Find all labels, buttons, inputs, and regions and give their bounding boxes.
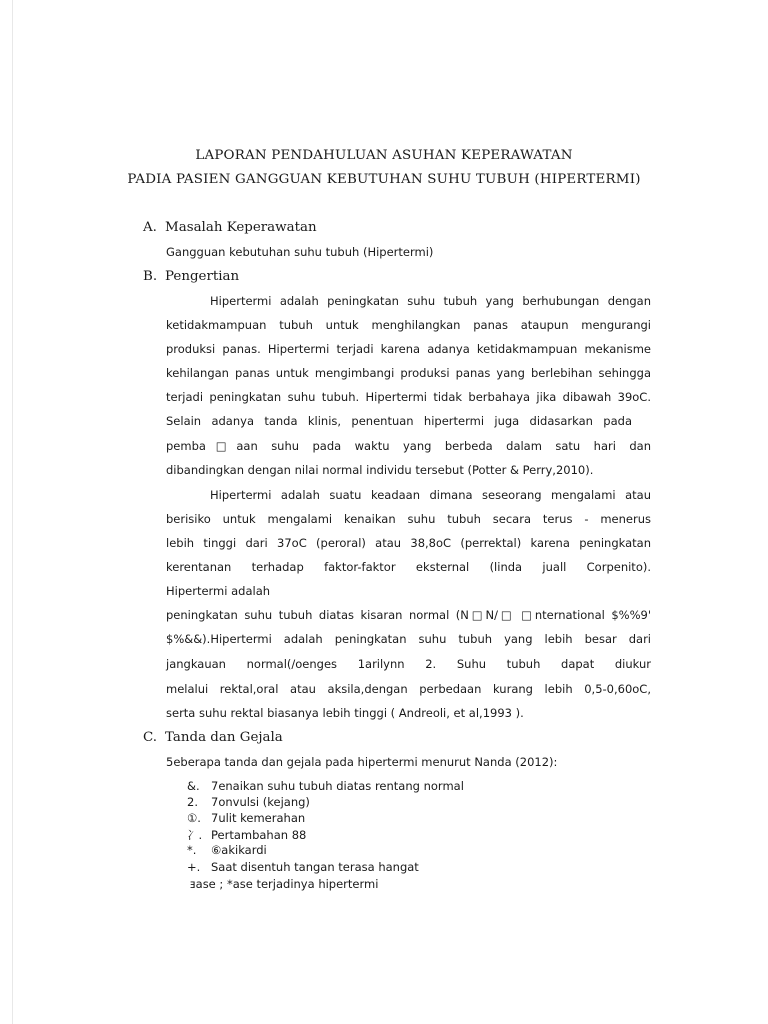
list-marker: 2.	[187, 795, 198, 809]
list-marker: &.	[187, 779, 200, 793]
section-c-heading	[143, 730, 283, 745]
paragraph-2-line: melalui rektal,oral atau aksila,dengan perbedaan kurang lebih 0,5-0,60oC,	[166, 682, 651, 696]
section-a-title: Masalah Keperawatan	[165, 220, 317, 235]
paragraph-1-line: kehilangan panas untuk mengimbangi produksi panas yang berlebihan sehingga	[166, 366, 651, 380]
paragraph-1-line: pemba□aan suhu pada waktu yang berbeda dalam satu hari dan	[166, 439, 651, 453]
list-marker: ①.	[187, 811, 201, 825]
paragraph-2-line: peningkatan suhu tubuh diatas kisaran normal (N□N/□ □nternational $%%9'	[166, 608, 651, 622]
paragraph-2-line: kerentanan terhadap faktor-faktor eksternal (linda juall Corpenito).	[166, 560, 651, 574]
list-item	[190, 877, 378, 891]
list-marker: ⱻase ;	[190, 877, 224, 891]
list-marker: 冫.	[187, 828, 203, 842]
paragraph-2-line: lebih tinggi dari 37oC (peroral) atau 38,8oC (perrektal) karena peningkatan	[166, 536, 651, 550]
section-c-intro: 5eberapa tanda dan gejala pada hipertermi menurut Nanda (2012):	[166, 755, 558, 769]
document-title-line-2: PADIA PASIEN GANGGUAN KEBUTUHAN SUHU TUBUH (HIPERTERMI)	[127, 172, 641, 187]
paragraph-1-line: terjadi peningkatan suhu tubuh. Hipertermi tidak berbahaya jika dibawah 39oC.	[166, 390, 651, 404]
paragraph-1-line: Hipertermi adalah peningkatan suhu tubuh yang berhubungan dengan	[210, 294, 651, 308]
list-text: Pertambahan 88	[211, 828, 307, 842]
list-text: ⑥akikardi	[211, 843, 267, 857]
paragraph-2-line: jangkauan normal(/oenges 1arilynn 2. Suhu tubuh dapat diukur	[166, 657, 651, 671]
section-a-letter: A.	[143, 220, 157, 235]
paragraph-1-line: ketidakmampuan tubuh untuk menghilangkan panas ataupun mengurangi	[166, 318, 651, 332]
section-c-letter: C.	[143, 730, 158, 745]
list-item	[187, 827, 306, 843]
list-text: Saat disentuh tangan terasa hangat	[211, 860, 419, 874]
list-text: 7onvulsi (kejang)	[211, 795, 310, 809]
list-marker: +.	[187, 860, 201, 874]
section-b-heading	[143, 269, 239, 284]
list-item	[187, 811, 305, 825]
paragraph-1-line: produksi panas. Hipertermi terjadi karena adanya ketidakmampuan mekanisme	[166, 342, 651, 356]
paragraph-2-line: berisiko untuk mengalami kenaikan suhu tubuh secara terus - menerus	[166, 512, 651, 526]
list-text: 7ulit kemerahan	[211, 811, 306, 825]
list-text: *ase terjadinya hipertermi	[226, 877, 379, 891]
paragraph-2-line: serta suhu rektal biasanya lebih tinggi ( Andreoli, et al,1993 ).	[166, 706, 524, 720]
list-item	[187, 860, 419, 874]
paragraph-1-line: dibandingkan dengan nilai normal individu tersebut (Potter & Perry,2010).	[166, 463, 594, 477]
document-title-line-1: LAPORAN PENDAHULUAN ASUHAN KEPERAWATAN	[195, 148, 573, 163]
list-marker: *.	[187, 843, 197, 857]
section-a-text: Gangguan kebutuhan suhu tubuh (Hipertermi)	[166, 245, 434, 259]
list-text: 7enaikan suhu tubuh diatas rentang normal	[211, 779, 464, 793]
list-item	[187, 779, 464, 793]
paragraph-1-line: Selain adanya tanda klinis, penentuan hipertermi juga didasarkan pada	[166, 414, 632, 428]
section-a-heading	[143, 220, 317, 235]
list-item	[187, 843, 267, 857]
paragraph-2-line: Hipertermi adalah suatu keadaan dimana seseorang mengalami atau	[210, 488, 651, 502]
section-b-title: Pengertian	[165, 269, 240, 284]
list-item	[187, 795, 310, 809]
paragraph-2-line: Hipertermi adalah	[166, 584, 271, 598]
section-c-title: Tanda dan Gejala	[165, 730, 283, 745]
section-b-letter: B.	[143, 269, 158, 284]
paragraph-2-line: $%&&).Hipertermi adalah peningkatan suhu tubuh yang lebih besar dari	[166, 632, 651, 646]
